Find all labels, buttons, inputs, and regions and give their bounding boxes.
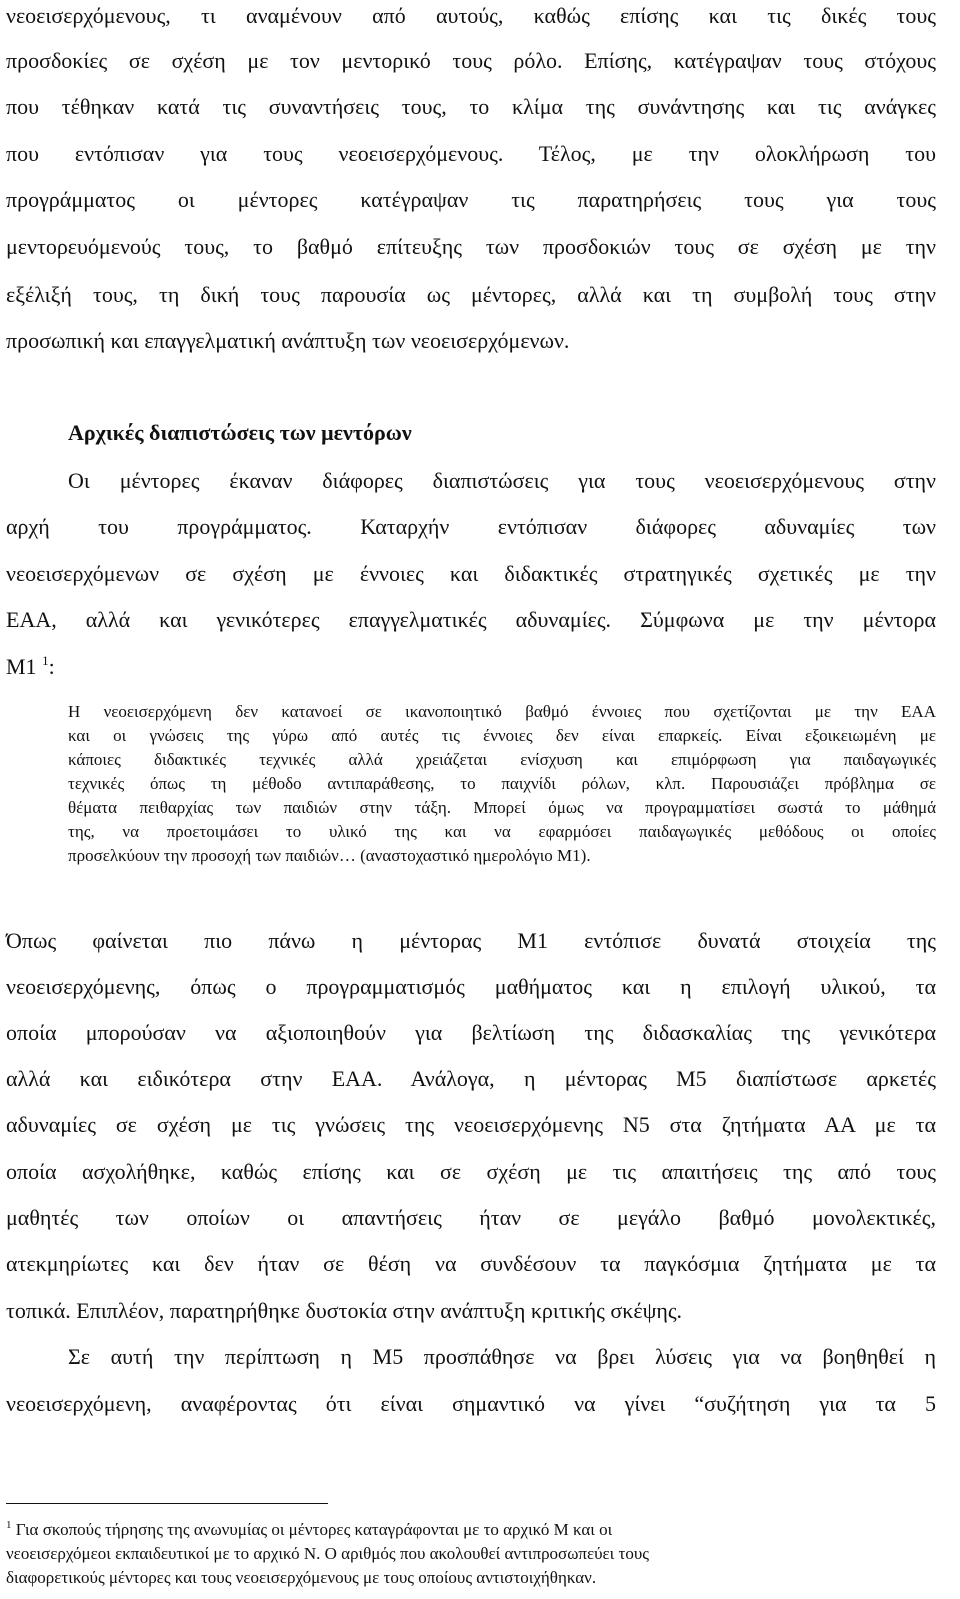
- text-line: εξέλιξή τους, τη δική τους παρουσία ως μέντορες, αλλά και τη συμβολή τους στην: [6, 282, 936, 307]
- quote-line: τεχνικές όπως τη μέθοδο αντιπαράθεσης, το παιχνίδι ρόλων, κλπ. Παρουσιάζει πρόβλημα σε: [68, 774, 936, 793]
- quote-line: και οι γνώσεις της γύρω από αυτές τις έννοιες δεν είναι επαρκείς. Είναι εξοικειωμένη με: [68, 726, 936, 745]
- text-line: [6, 652, 936, 682]
- text-line: προσδοκίες σε σχέση με τον μεντορικό τους ρόλο. Επίσης, κατέγραψαν τους στόχους: [6, 48, 936, 73]
- text-line: Όπως φαίνεται πιο πάνω η μέντορας Μ1 εντόπισε δυνατά στοιχεία της: [6, 928, 936, 953]
- text-line: τοπικά. Επιπλέον, παρατηρήθηκε δυστοκία στην ανάπτυξη κριτικής σκέψης.: [6, 1298, 683, 1323]
- footnote-text: Για σκοπούς τήρησης της ανωνυμίας οι μέντορες καταγράφονται με το αρχικό Μ και οι: [15, 1520, 613, 1539]
- footnote-divider: [6, 1503, 328, 1504]
- text-line: προσωπική και επαγγελματική ανάπτυξη των νεοεισερχόμενων.: [6, 328, 570, 353]
- quote-line: της, να προετοιμάσει το υλικό της και να εφαρμόσει παιδαγωγικές μεθόδους οι οποίες: [68, 822, 936, 841]
- quote-line: προσελκύουν την προσοχή των παιδιών… (αναστοχαστικό ημερολόγιο Μ1).: [68, 846, 591, 865]
- quote-line: θέματα πειθαρχίας των παιδιών στην τάξη. Μπορεί όμως να προγραμματίσει σωστά το μάθημά: [68, 798, 936, 817]
- text-line: Σε αυτή την περίπτωση η Μ5 προσπάθησε να βρει λύσεις για να βοηθηθεί η: [68, 1344, 936, 1369]
- text-line: αλλά και ειδικότερα στην ΕΑΑ. Ανάλογα, η μέντορας Μ5 διαπίστωσε αρκετές: [6, 1066, 936, 1091]
- footnote-reference[interactable]: 1: [42, 653, 49, 668]
- text-line: που τέθηκαν κατά τις συναντήσεις τους, το κλίμα της συνάντησης και τις ανάγκες: [6, 94, 936, 119]
- text-line: που εντόπισαν για τους νεοεισερχόμενους. Τέλος, με την ολοκλήρωση του: [6, 141, 936, 166]
- footnote-line: νεοεισερχόμεοι εκπαιδευτικοί με το αρχικό Ν. Ο αριθμός που ακολουθεί αντιπροσωπεύει τους: [6, 1544, 649, 1563]
- footnote-line: [6, 1518, 936, 1541]
- text-line: Οι μέντορες έκαναν διάφορες διαπιστώσεις για τους νεοεισερχόμενους στην: [68, 468, 936, 493]
- text-line: νεοεισερχόμενη, αναφέροντας ότι είναι σημαντικό να γίνει “συζήτηση για τα 5: [6, 1391, 936, 1416]
- text-line: νεοεισερχόμενους, τι αναμένουν από αυτούς, καθώς επίσης και τις δικές τους: [6, 3, 936, 28]
- text-line: μαθητές των οποίων οι απαντήσεις ήταν σε μεγάλο βαθμό μονολεκτικές,: [6, 1205, 936, 1230]
- section-heading: Αρχικές διαπιστώσεις των μεντόρων: [68, 420, 412, 445]
- text-line: αδυναμίες σε σχέση με τις γνώσεις της νεοεισερχόμενης Ν5 στα ζητήματα ΑΑ με τα: [6, 1112, 936, 1137]
- text-line: νεοεισερχόμενης, όπως ο προγραμματισμός μαθήματος και η επιλογή υλικού, τα: [6, 974, 936, 999]
- mentor-code: Μ1: [6, 654, 37, 679]
- text-line: μεντορευόμενούς τους, το βαθμό επίτευξης των προσδοκιών τους σε σχέση με την: [6, 234, 936, 259]
- text-line: αρχή του προγράμματος. Καταρχήν εντόπισαν διάφορες αδυναμίες των: [6, 514, 936, 539]
- quote-line: Η νεοεισερχόμενη δεν κατανοεί σε ικανοποιητικό βαθμό έννοιες που σχετίζονται με την ΕΑΑ: [68, 702, 936, 721]
- text-line: νεοεισερχόμενων σε σχέση με έννοιες και διδακτικές στρατηγικές σχετικές με την: [6, 561, 936, 586]
- text-line: προγράμματος οι μέντορες κατέγραψαν τις παρατηρήσεις τους για τους: [6, 187, 936, 212]
- footnote-line: διαφορετικούς μέντορες και τους νεοεισερχόμενους με τους οποίους αντιστοιχήθηκαν.: [6, 1568, 597, 1587]
- text-line: ατεκμηρίωτες και δεν ήταν σε θέση να συνδέσουν τα παγκόσμια ζητήματα με τα: [6, 1251, 936, 1276]
- text-line: οποία μπορούσαν να αξιοποιηθούν για βελτίωση της διδασκαλίας της γενικότερα: [6, 1020, 936, 1045]
- footnote-marker: 1: [6, 1519, 12, 1531]
- text-suffix: :: [48, 654, 55, 679]
- quote-line: κάποιες διδακτικές τεχνικές αλλά χρειάζεται ενίσχυση και επιμόρφωση για παιδαγωγικές: [68, 750, 936, 769]
- text-line: οποία ασχολήθηκε, καθώς επίσης και σε σχέση με τις απαιτήσεις της από τους: [6, 1159, 936, 1184]
- text-line: ΕΑΑ, αλλά και γενικότερες επαγγελματικές αδυναμίες. Σύμφωνα με την μέντορα: [6, 607, 936, 632]
